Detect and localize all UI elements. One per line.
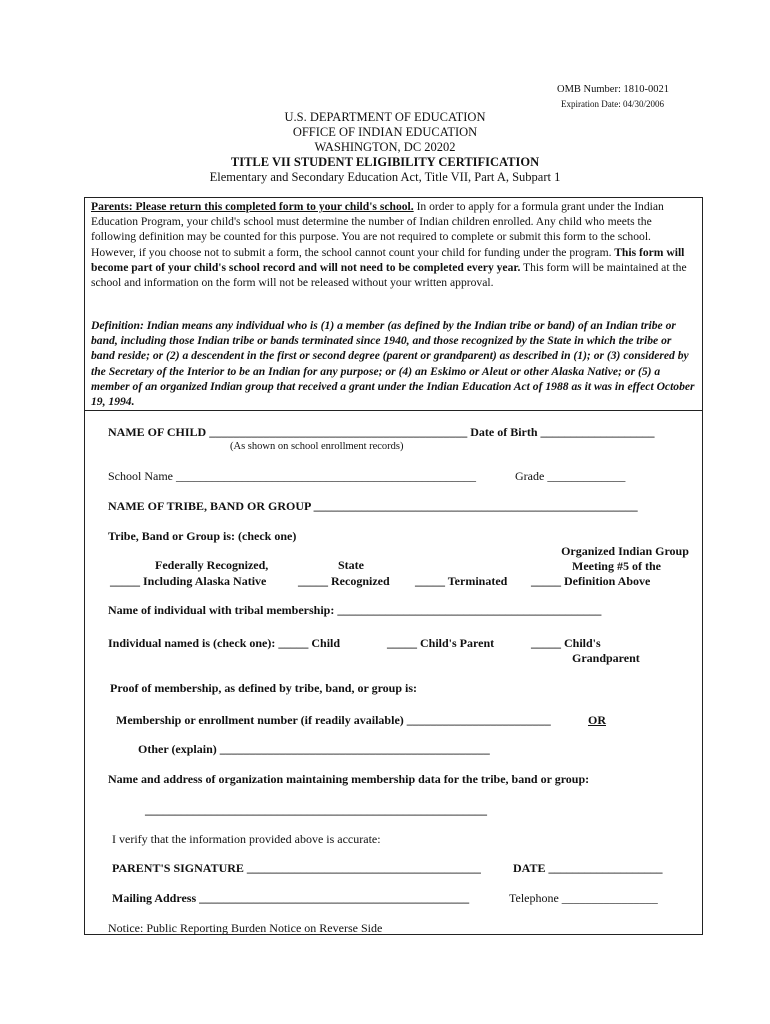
proof-label: Proof of membership, as defined by tribe, band, or group is: <box>110 681 418 695</box>
opt-organized-label-1: Organized Indian Group <box>561 544 689 558</box>
parents-bold-text: This form will become part of your child's school record and will not need to be completed every year. <box>91 245 685 274</box>
reporting-burden-notice: Notice: Public Reporting Burden Notice on Reverse Side <box>108 921 383 935</box>
parents-text-2: This form will be maintained at the school and information on the form will not be released without your written approval. <box>91 260 687 290</box>
individual-child-checkbox[interactable]: Individual named is (check one): _____ Child <box>108 636 341 650</box>
opt-state-checkbox[interactable]: _____ Recognized <box>298 574 390 588</box>
expiration-date: Expiration Date: 04/30/2006 <box>561 99 664 109</box>
office-name: OFFICE OF INDIAN EDUCATION <box>292 125 478 139</box>
tribe-status-label: Tribe, Band or Group is: (check one) <box>108 529 297 543</box>
parents-notice <box>91 199 697 290</box>
form-subtitle: Elementary and Secondary Education Act, Title VII, Part A, Subpart 1 <box>209 170 561 184</box>
section-divider <box>85 410 702 411</box>
omb-number: OMB Number: 1810-0021 <box>557 84 669 95</box>
individual-grandparent-checkbox[interactable]: _____ Child's <box>531 636 601 650</box>
or-label: OR <box>588 713 606 727</box>
telephone-field[interactable]: Telephone ________________ <box>509 891 658 905</box>
parents-text-1: In order to apply for a formula grant under the Indian Education Program, your child's school must determine the number of Indian children enrolled. Any child who meets the following definition may be counted for this purpose. You are not required to complete or submit this form to the school. However, if you choose not to submit a form, the school cannot count your child for funding under the program. <box>91 200 664 259</box>
opt-state-label: State <box>338 558 364 572</box>
parents-lead: Parents: Please return this completed form to your child's school. <box>91 200 414 213</box>
membership-number-field[interactable]: Membership or enrollment number (if readily available) ________________________ <box>116 713 551 727</box>
school-name-field[interactable]: School Name __________________________________________________ <box>108 469 476 483</box>
grade-field[interactable]: Grade _____________ <box>515 469 626 483</box>
opt-federal-checkbox[interactable]: _____ Including Alaska Native <box>110 574 267 588</box>
form-title: TITLE VII STUDENT ELIGIBILITY CERTIFICATION <box>230 155 540 169</box>
office-location: WASHINGTON, DC 20202 <box>314 140 456 154</box>
org-address-label: Name and address of organization maintaining membership data for the tribe, band or group: <box>108 772 590 786</box>
individual-parent-checkbox[interactable]: _____ Child's Parent <box>387 636 495 650</box>
other-explain-field[interactable]: Other (explain) _____________________________________________ <box>138 742 490 756</box>
org-address-field[interactable]: _________________________________________________________ <box>145 803 487 817</box>
verify-statement: I verify that the information provided above is accurate: <box>112 832 381 846</box>
opt-organized-checkbox[interactable]: _____ Definition Above <box>531 574 651 588</box>
opt-terminated-checkbox[interactable]: _____ Terminated <box>415 574 508 588</box>
name-note: (As shown on school enrollment records) <box>230 441 404 452</box>
tribe-name-field[interactable]: NAME OF TRIBE, BAND OR GROUP ______________________________________________________ <box>108 499 638 513</box>
mailing-address-field[interactable]: Mailing Address _____________________________________________ <box>112 891 470 905</box>
individual-membership-field[interactable]: Name of individual with tribal membership: ____________________________________________ <box>108 603 602 617</box>
indian-definition: Definition: Indian means any individual who is (1) a member (as defined by the Indian tribe or band) of an Indian tribe or band, including those Indian tribe or bands terminated since 1940, and those recognized by the State in which the tribe or band reside; or (2) a descendent in the first or second degree (parent or grandparent) as described in (1); or (3) considered by the Secretary of the Interior to be an Indian for any purpose; or (4) an Eskimo or Aleut or other Alaska Native; or (5) a member of an organized Indian group that received a grant under the Indian Education Act of 1988 as it was in effect October 19, 1994. <box>91 319 695 409</box>
date-field[interactable]: DATE ___________________ <box>513 861 663 875</box>
name-of-child-field[interactable]: NAME OF CHILD ___________________________________________ Date of Birth ___________________ <box>108 425 655 439</box>
parent-signature-field[interactable]: PARENT'S SIGNATURE _______________________________________ <box>112 861 481 875</box>
opt-federal-label: Federally Recognized, <box>155 558 269 572</box>
individual-grandparent-label: Grandparent <box>572 651 640 665</box>
department-name: U.S. DEPARTMENT OF EDUCATION <box>284 110 486 124</box>
opt-organized-label-2: Meeting #5 of the <box>572 559 661 573</box>
